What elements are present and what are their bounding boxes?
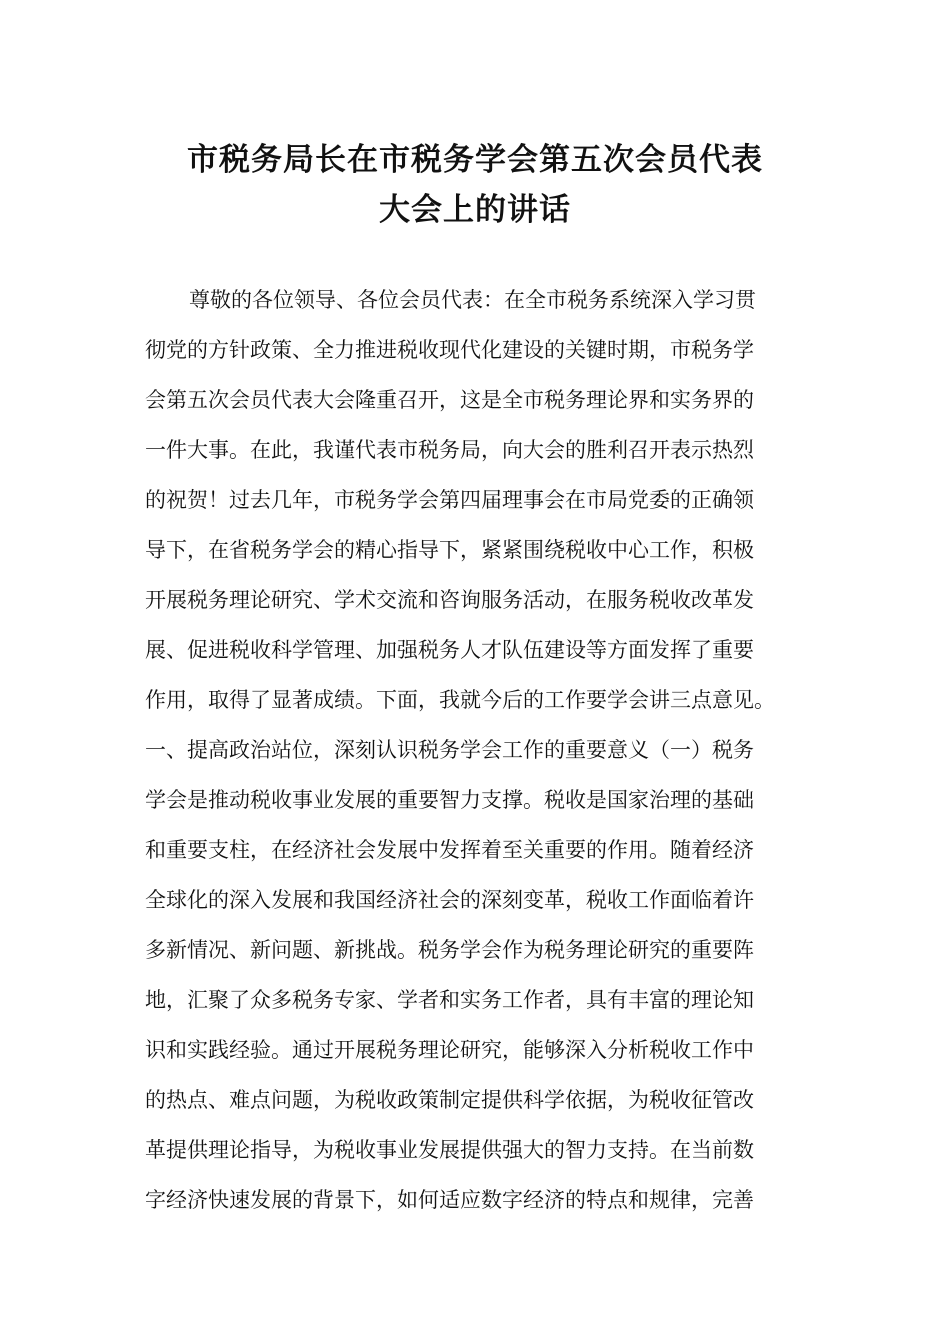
- body-line-4: 一件大事。在此，我谨代表市税务局，向大会的胜利召开表示热烈: [145, 438, 754, 462]
- body-line-11: 学会是推动税收事业发展的重要智力支撑。税收是国家治理的基础: [145, 788, 754, 812]
- body-line-1: 尊敬的各位领导、各位会员代表：在全市税务系统深入学习贯: [189, 288, 756, 312]
- body-line-18: 革提供理论指导，为税收事业发展提供强大的智力支持。在当前数: [145, 1138, 754, 1162]
- body-line-19: 字经济快速发展的背景下，如何适应数字经济的特点和规律，完善: [145, 1188, 754, 1212]
- body-line-13: 全球化的深入发展和我国经济社会的深刻变革，税收工作面临着许: [145, 888, 754, 912]
- body-line-6: 导下，在省税务学会的精心指导下，紧紧围绕税收中心工作，积极: [145, 538, 754, 562]
- body-line-12: 和重要支柱，在经济社会发展中发挥着至关重要的作用。随着经济: [145, 838, 754, 862]
- body-line-9: 作用，取得了显著成绩。下面，我就今后的工作要学会讲三点意见。: [145, 688, 775, 712]
- document-title-line-1: 市税务局长在市税务学会第五次会员代表: [187, 142, 763, 178]
- body-line-17: 的热点、难点问题，为税收政策制定提供科学依据，为税收征管改: [145, 1088, 754, 1112]
- body-line-3: 会第五次会员代表大会隆重召开，这是全市税务理论界和实务界的: [145, 388, 754, 412]
- body-line-15: 地，汇聚了众多税务专家、学者和实务工作者，具有丰富的理论知: [145, 988, 754, 1012]
- body-line-16: 识和实践经验。通过开展税务理论研究，能够深入分析税收工作中: [145, 1038, 754, 1062]
- document-title-line-2: 大会上的讲话: [379, 192, 571, 228]
- body-line-7: 开展税务理论研究、学术交流和咨询服务活动，在服务税收改革发: [145, 588, 754, 612]
- body-line-5: 的祝贺！过去几年，市税务学会第四届理事会在市局党委的正确领: [145, 488, 754, 512]
- body-line-8: 展、促进税收科学管理、加强税务人才队伍建设等方面发挥了重要: [145, 638, 754, 662]
- body-line-10: 一、提高政治站位，深刻认识税务学会工作的重要意义（一）税务: [145, 738, 754, 762]
- body-line-14: 多新情况、新问题、新挑战。税务学会作为税务理论研究的重要阵: [145, 938, 754, 962]
- body-line-2: 彻党的方针政策、全力推进税收现代化建设的关键时期，市税务学: [145, 338, 754, 362]
